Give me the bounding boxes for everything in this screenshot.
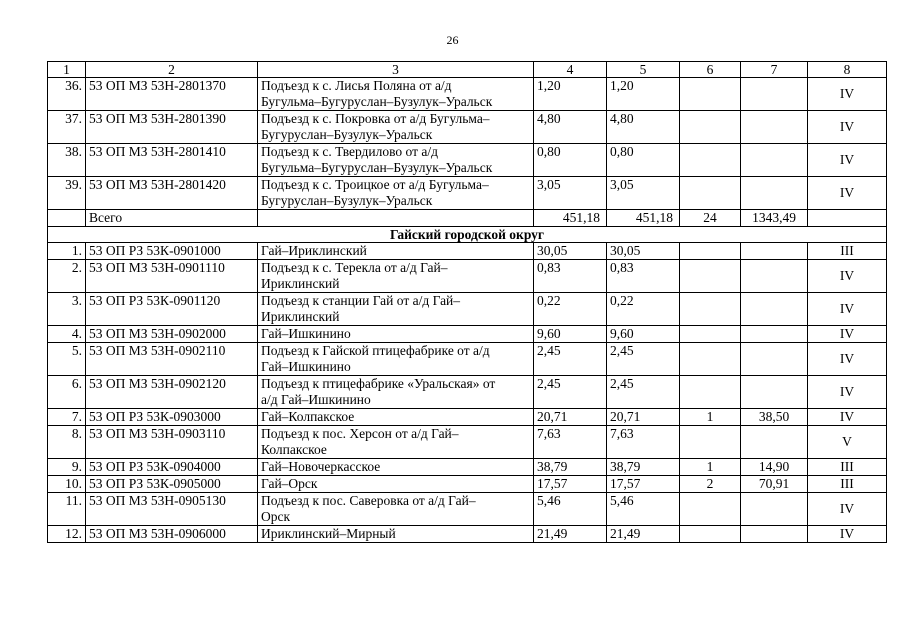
col7-value: [741, 111, 808, 144]
row-number: 4.: [48, 326, 86, 343]
col7-value: [741, 376, 808, 409]
road-name: [258, 326, 534, 343]
total-num-cell: [48, 210, 86, 227]
col6-value: [680, 376, 741, 409]
road-name-line2: Ириклинский: [261, 309, 340, 324]
road-category: IV: [808, 326, 887, 343]
road-name-line1: Гай–Ишкинино: [261, 326, 351, 341]
row-number: 12.: [48, 526, 86, 543]
table-row: [48, 526, 887, 543]
road-name: [258, 293, 534, 326]
total-col4: 451,18: [534, 210, 607, 227]
road-category: IV: [808, 111, 887, 144]
col5-value: 5,46: [607, 493, 680, 526]
col6-value: [680, 177, 741, 210]
row-number: 2.: [48, 260, 86, 293]
col5-value: 17,57: [607, 476, 680, 493]
road-name: [258, 343, 534, 376]
col5-value: 2,45: [607, 376, 680, 409]
road-name-line1: Подъезд к пос. Саверовка от а/д Гай–: [261, 493, 476, 508]
col7-value: 70,91: [741, 476, 808, 493]
road-code: 53 ОП МЗ 53Н-0902120: [86, 376, 258, 409]
col4-value: 30,05: [534, 243, 607, 260]
col5-value: 4,80: [607, 111, 680, 144]
road-code: 53 ОП МЗ 53Н-2801390: [86, 111, 258, 144]
road-name-line1: Подъезд к Гайской птицефабрике от а/д: [261, 343, 490, 358]
column-header: 3: [258, 62, 534, 78]
total-label: Всего: [86, 210, 258, 227]
col5-value: 1,20: [607, 78, 680, 111]
col6-value: [680, 326, 741, 343]
page-number: 26: [446, 33, 459, 47]
road-name: [258, 409, 534, 426]
column-header: 7: [741, 62, 808, 78]
road-category: IV: [808, 260, 887, 293]
col4-value: 20,71: [534, 409, 607, 426]
road-name-line1: Подъезд к с. Покровка от а/д Бугульма–: [261, 111, 490, 126]
road-code: 53 ОП МЗ 53Н-0903110: [86, 426, 258, 459]
col7-value: 14,90: [741, 459, 808, 476]
road-code: 53 ОП МЗ 53Н-2801420: [86, 177, 258, 210]
road-category: IV: [808, 493, 887, 526]
roads-table: [47, 61, 887, 543]
section-row: [48, 227, 887, 243]
table-row: [48, 343, 887, 376]
table-body: [48, 62, 887, 543]
col6-value: [680, 293, 741, 326]
road-code: 53 ОП РЗ 53К-0905000: [86, 476, 258, 493]
road-code: 53 ОП МЗ 53Н-0902110: [86, 343, 258, 376]
road-name-line1: Подъезд к с. Твердилово от а/д: [261, 144, 439, 159]
col6-value: [680, 260, 741, 293]
road-name-line1: Гай–Орск: [261, 476, 318, 491]
road-category: IV: [808, 144, 887, 177]
col4-value: 38,79: [534, 459, 607, 476]
table-header-row: [48, 62, 887, 78]
road-name-line2: Гай–Ишкинино: [261, 359, 351, 374]
row-number: 8.: [48, 426, 86, 459]
row-number: 7.: [48, 409, 86, 426]
road-name-line2: Бугуруслан–Бузулук–Уральск: [261, 193, 433, 208]
road-name-line1: Подъезд к птицефабрике «Уральская» от: [261, 376, 496, 391]
road-name: [258, 111, 534, 144]
road-name-line2: Орск: [261, 509, 291, 524]
col4-value: 2,45: [534, 376, 607, 409]
road-code: 53 ОП МЗ 53Н-2801370: [86, 78, 258, 111]
col4-value: 1,20: [534, 78, 607, 111]
col7-value: [741, 293, 808, 326]
col7-value: [741, 493, 808, 526]
column-header: 2: [86, 62, 258, 78]
road-name-line1: Гай–Ириклинский: [261, 243, 367, 258]
col4-value: 0,83: [534, 260, 607, 293]
road-code: 53 ОП РЗ 53К-0903000: [86, 409, 258, 426]
road-name-line1: Подъезд к с. Лисья Поляна от а/д: [261, 78, 452, 93]
col6-value: [680, 343, 741, 376]
col5-value: 3,05: [607, 177, 680, 210]
table-row: [48, 476, 887, 493]
col5-value: 20,71: [607, 409, 680, 426]
col7-value: [741, 343, 808, 376]
col5-value: 9,60: [607, 326, 680, 343]
col6-value: [680, 111, 741, 144]
row-number: 3.: [48, 293, 86, 326]
table-row: [48, 111, 887, 144]
road-name-line1: Подъезд к с. Терекла от а/д Гай–: [261, 260, 448, 275]
col5-value: 0,80: [607, 144, 680, 177]
col5-value: 0,22: [607, 293, 680, 326]
col5-value: 30,05: [607, 243, 680, 260]
road-category: IV: [808, 409, 887, 426]
column-header: 5: [607, 62, 680, 78]
road-code: 53 ОП МЗ 53Н-2801410: [86, 144, 258, 177]
col6-value: [680, 493, 741, 526]
total-row: [48, 210, 887, 227]
col6-value: 2: [680, 476, 741, 493]
col6-value: [680, 144, 741, 177]
table-row: [48, 409, 887, 426]
road-category: III: [808, 476, 887, 493]
col6-value: 1: [680, 459, 741, 476]
row-number: 1.: [48, 243, 86, 260]
road-name: [258, 526, 534, 543]
road-name-line2: Ириклинский: [261, 276, 340, 291]
road-name-line1: Гай–Новочеркасское: [261, 459, 381, 474]
road-name-line2: Бугульма–Бугуруслан–Бузулук–Уральск: [261, 94, 493, 109]
col7-value: [741, 526, 808, 543]
col4-value: 7,63: [534, 426, 607, 459]
col4-value: 4,80: [534, 111, 607, 144]
road-name-line2: а/д Гай–Ишкинино: [261, 392, 371, 407]
row-number: 5.: [48, 343, 86, 376]
col7-value: [741, 326, 808, 343]
col5-value: 38,79: [607, 459, 680, 476]
road-name: [258, 476, 534, 493]
road-name-line2: Бугуруслан–Бузулук–Уральск: [261, 127, 433, 142]
road-name: [258, 78, 534, 111]
road-name-line1: Ириклинский–Мирный: [261, 526, 396, 541]
row-number: 11.: [48, 493, 86, 526]
row-number: 37.: [48, 111, 86, 144]
table-row: [48, 260, 887, 293]
road-name: [258, 376, 534, 409]
col7-value: [741, 144, 808, 177]
table-row: [48, 293, 887, 326]
col5-value: 7,63: [607, 426, 680, 459]
row-number: 36.: [48, 78, 86, 111]
col6-value: [680, 526, 741, 543]
col5-value: 21,49: [607, 526, 680, 543]
road-name-line2: Колпакское: [261, 442, 327, 457]
col7-value: 38,50: [741, 409, 808, 426]
road-code: 53 ОП РЗ 53К-0904000: [86, 459, 258, 476]
road-name: [258, 243, 534, 260]
table-row: [48, 426, 887, 459]
col7-value: [741, 78, 808, 111]
col4-value: 0,80: [534, 144, 607, 177]
col7-value: [741, 426, 808, 459]
table-row: [48, 144, 887, 177]
road-category: IV: [808, 343, 887, 376]
col7-value: [741, 260, 808, 293]
table-row: [48, 78, 887, 111]
col5-value: 0,83: [607, 260, 680, 293]
col4-value: 5,46: [534, 493, 607, 526]
col4-value: 9,60: [534, 326, 607, 343]
row-number: 39.: [48, 177, 86, 210]
col4-value: 17,57: [534, 476, 607, 493]
col6-value: [680, 426, 741, 459]
row-number: 10.: [48, 476, 86, 493]
road-name-line1: Подъезд к станции Гай от а/д Гай–: [261, 293, 461, 308]
total-col6: 24: [680, 210, 741, 227]
road-name-line2: Бугульма–Бугуруслан–Бузулук–Уральск: [261, 160, 493, 175]
column-header: 1: [48, 62, 86, 78]
road-name: [258, 177, 534, 210]
total-name-cell: [258, 210, 534, 227]
section-title: Гайский городской округ: [48, 227, 887, 243]
col5-value: 2,45: [607, 343, 680, 376]
road-name-line1: Подъезд к пос. Херсон от а/д Гай–: [261, 426, 459, 441]
road-name: [258, 426, 534, 459]
column-header: 6: [680, 62, 741, 78]
col4-value: 3,05: [534, 177, 607, 210]
road-category: III: [808, 459, 887, 476]
row-number: 6.: [48, 376, 86, 409]
road-category: IV: [808, 177, 887, 210]
column-header: 8: [808, 62, 887, 78]
col4-value: 21,49: [534, 526, 607, 543]
road-category: V: [808, 426, 887, 459]
col4-value: 0,22: [534, 293, 607, 326]
road-name-line1: Гай–Колпакское: [261, 409, 355, 424]
road-category: IV: [808, 78, 887, 111]
road-code: 53 ОП РЗ 53К-0901120: [86, 293, 258, 326]
road-category: IV: [808, 526, 887, 543]
road-name: [258, 493, 534, 526]
col6-value: [680, 78, 741, 111]
road-category: IV: [808, 293, 887, 326]
total-col7: 1343,49: [741, 210, 808, 227]
road-code: 53 ОП РЗ 53К-0901000: [86, 243, 258, 260]
col6-value: [680, 243, 741, 260]
table-row: [48, 459, 887, 476]
road-category: IV: [808, 376, 887, 409]
road-code: 53 ОП МЗ 53Н-0901110: [86, 260, 258, 293]
road-code: 53 ОП МЗ 53Н-0906000: [86, 526, 258, 543]
road-name: [258, 144, 534, 177]
table-row: [48, 376, 887, 409]
road-code: 53 ОП МЗ 53Н-0902000: [86, 326, 258, 343]
col6-value: 1: [680, 409, 741, 426]
row-number: 9.: [48, 459, 86, 476]
col7-value: [741, 243, 808, 260]
road-code: 53 ОП МЗ 53Н-0905130: [86, 493, 258, 526]
col7-value: [741, 177, 808, 210]
column-header: 4: [534, 62, 607, 78]
road-name: [258, 260, 534, 293]
table-row: [48, 493, 887, 526]
total-col8: [808, 210, 887, 227]
col4-value: 2,45: [534, 343, 607, 376]
road-name-line1: Подъезд к с. Троицкое от а/д Бугульма–: [261, 177, 489, 192]
road-name: [258, 459, 534, 476]
table-row: [48, 177, 887, 210]
table-row: [48, 326, 887, 343]
table-row: [48, 243, 887, 260]
row-number: 38.: [48, 144, 86, 177]
road-category: III: [808, 243, 887, 260]
total-col5: 451,18: [607, 210, 680, 227]
